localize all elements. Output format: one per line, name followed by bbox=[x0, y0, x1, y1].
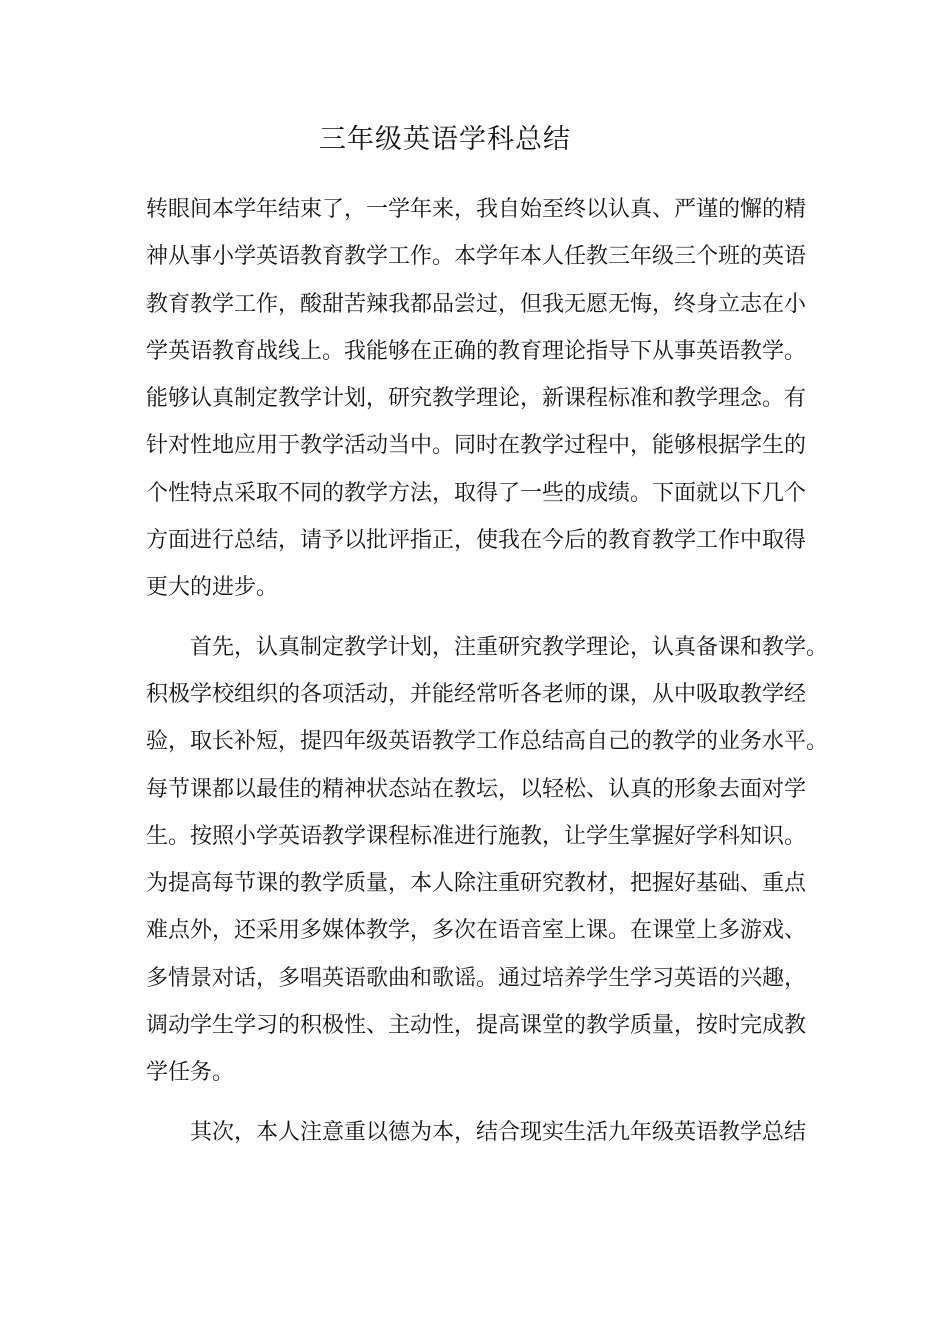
text-line: 首先，认真制定教学计划，注重研究教学理论，认真备课和教学。 bbox=[190, 634, 829, 660]
text-line: 方面进行总结，请予以批评指正，使我在今后的教育教学工作中取得 bbox=[146, 528, 807, 554]
text-line: 为提高每节课的教学质量，本人除注重研究教材，把握好基础、重点 bbox=[146, 871, 807, 897]
text-line: 调动学生学习的积极性、主动性，提高课堂的教学质量，按时完成教 bbox=[146, 1013, 807, 1039]
text-line: 学任务。 bbox=[146, 1060, 235, 1086]
document-body bbox=[146, 186, 829, 1156]
text-line: 其次，本人注意重以德为本，结合现实生活九年级英语教学总结 bbox=[190, 1119, 807, 1145]
text-line: 神从事小学英语教育教学工作。本学年本人任教三年级三个班的英语 bbox=[146, 244, 807, 270]
paragraph-first bbox=[146, 624, 829, 1097]
text-line: 更大的进步。 bbox=[146, 575, 279, 601]
text-line: 积极学校组织的各项活动，并能经常听各老师的课，从中吸取教学经 bbox=[146, 681, 807, 707]
paragraph-intro bbox=[146, 186, 806, 612]
paragraph-gap bbox=[146, 612, 806, 624]
text-line: 能够认真制定教学计划，研究教学理论，新课程标准和教学理念。有 bbox=[146, 386, 807, 412]
text-line: 难点外，还采用多媒体教学，多次在语音室上课。在课堂上多游戏、 bbox=[146, 918, 807, 944]
paragraph-second bbox=[146, 1109, 806, 1156]
paragraph-gap bbox=[146, 1097, 806, 1109]
text-line: 每节课都以最佳的精神状态站在教坛，以轻松、认真的形象去面对学 bbox=[146, 776, 807, 802]
text-line: 多情景对话，多唱英语歌曲和歌谣。通过培养学生学习英语的兴趣， bbox=[146, 965, 807, 991]
text-line: 转眼间本学年结束了，一学年来，我自始至终以认真、严谨的懈的精 bbox=[146, 197, 807, 222]
document-title: 三年级英语学科总结 bbox=[319, 124, 571, 155]
text-line: 教育教学工作，酸甜苦辣我都品尝过，但我无愿无悔，终身立志在小 bbox=[146, 291, 807, 317]
text-line: 生。按照小学英语教学课程标准进行施教，让学生掌握好学科知识。 bbox=[146, 823, 807, 849]
text-line: 验，取长补短，提四年级英语教学工作总结高自己的教学的业务水平。 bbox=[146, 729, 829, 755]
text-line: 学英语教育战线上。我能够在正确的教育理论指导下从事英语教学。 bbox=[146, 338, 807, 364]
text-line: 个性特点采取不同的教学方法，取得了一些的成绩。下面就以下几个 bbox=[146, 480, 807, 506]
text-line: 针对性地应用于教学活动当中。同时在教学过程中，能够根据学生的 bbox=[146, 433, 807, 459]
